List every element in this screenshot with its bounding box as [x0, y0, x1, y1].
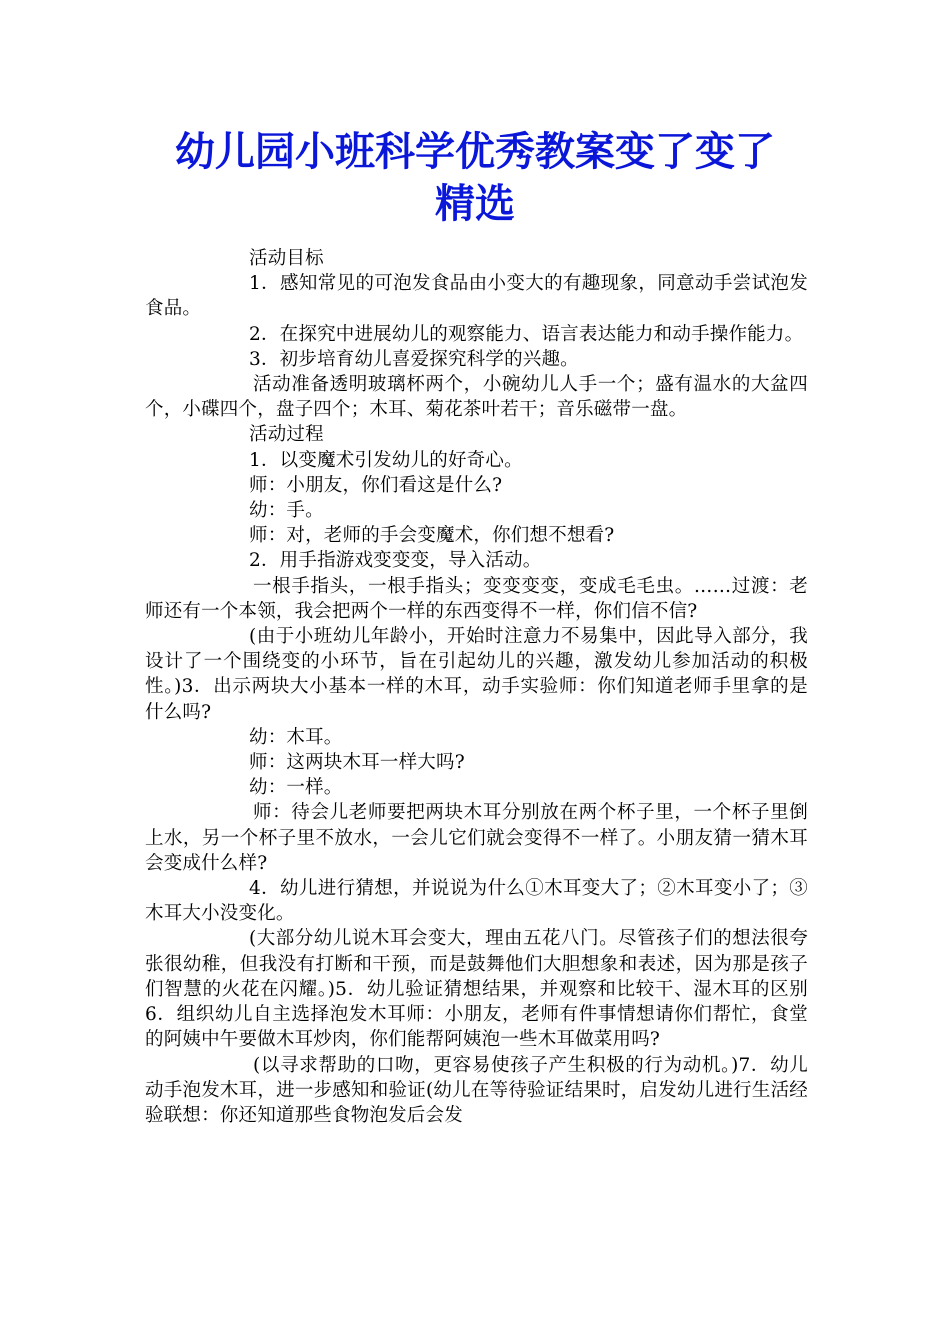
paragraph: 活动准备透明玻璃杯两个，小碗幼儿人手一个；盛有温水的大盆四个，小碟四个，盘子四个；木耳、菊花茶叶若干；音乐磁带一盘。: [145, 374, 808, 421]
title-line-1: 幼儿园小班科学优秀教案变了变了: [175, 129, 775, 175]
paragraph: 3．初步培育幼儿喜爱探究科学的兴趣。: [249, 348, 579, 370]
paragraph: 师：待会儿老师要把两块木耳分别放在两个杯子里，一个杯子里倒上水，另一个杯子里不放水，一会儿它们就会变得不一样了。小朋友猜一猜木耳会变成什么样?: [145, 802, 808, 874]
paragraph: 幼：一样。: [249, 777, 343, 799]
paragraph: (大部分幼儿说木耳会变大，理由五花八门。尽管孩子们的想法很夸张很幼稚，但我没有打断和干预，而是鼓舞他们大胆想象和表述，因为那是孩子们智慧的火花在闪耀。)5．幼儿验证猜想结果，并观察和比较干、湿木耳的区别 6．组织幼儿自主选择泡发木耳师：小朋友，老师有件事情想请你们帮忙，食堂的阿姨中午要做木耳炒肉，你们能帮阿姨泡一些木耳做菜用吗?: [145, 928, 808, 1051]
paragraph: (以寻求帮助的口吻，更容易使孩子产生积极的行为动机。)7．幼儿动手泡发木耳，进一步感知和验证(幼儿在等待验证结果时，启发幼儿进行生活经验联想：你还知道那些食物泡发后会发: [145, 1054, 808, 1126]
paragraph: 1．感知常见的可泡发食品由小变大的有趣现象，同意动手尝试泡发食品。: [145, 273, 808, 320]
paragraph: 幼：手。: [249, 500, 324, 522]
document-title: [100, 126, 850, 230]
paragraph: 4．幼儿进行猜想，并说说为什么①木耳变大了；②木耳变小了；③木耳大小没变化。: [145, 878, 808, 925]
paragraph: 师：这两块木耳一样大吗?: [249, 752, 465, 774]
paragraph: (由于小班幼儿年龄小，开始时注意力不易集中，因此导入部分，我设计了一个围绕变的小环节，旨在引起幼儿的兴趣，激发幼儿参加活动的积极性。)3．出示两块大小基本一样的木耳，动手实验师：你们知道老师手里拿的是什么吗?: [145, 626, 808, 723]
paragraph: 师：小朋友，你们看这是什么?: [249, 474, 503, 496]
paragraph: 2．在探究中进展幼儿的观察能力、语言表达能力和动手操作能力。: [249, 323, 804, 345]
paragraph: 幼：木耳。: [249, 726, 343, 748]
paragraph: 1．以变魔术引发幼儿的好奇心。: [249, 449, 523, 471]
title-line-2: 精选: [435, 181, 515, 227]
paragraph: 2．用手指游戏变变变，导入活动。: [249, 550, 542, 572]
paragraph: 活动过程: [249, 424, 324, 446]
paragraph: 活动目标: [249, 248, 324, 269]
paragraph: 师：对，老师的手会变魔术，你们想不想看?: [249, 525, 615, 547]
paragraph: 一根手指头，一根手指头；变变变变，变成毛毛虫。……过渡：老师还有一个本领，我会把两个一样的东西变得不一样，你们信不信?: [145, 575, 808, 622]
document-body: [145, 246, 808, 1128]
